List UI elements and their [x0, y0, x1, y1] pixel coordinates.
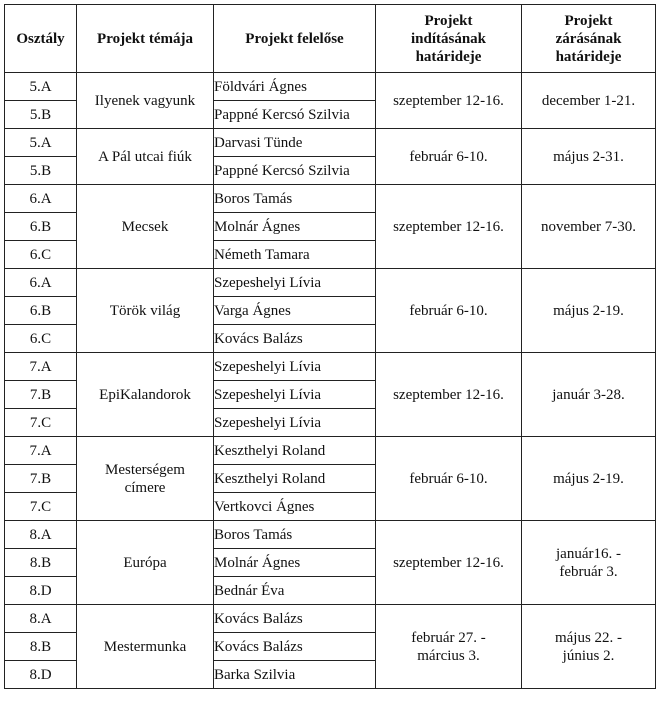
class-cell: 6.C: [5, 325, 77, 353]
end-deadline-line: május 2-19.: [553, 470, 624, 487]
class-cell: 5.A: [5, 73, 77, 101]
header-theme: Projekt témája: [77, 5, 214, 73]
table-body: [5, 73, 656, 689]
responsible-cell: Kovács Balázs: [214, 633, 376, 661]
end-deadline-cell: [522, 605, 656, 689]
end-deadline-line: június 2.: [562, 647, 615, 664]
theme-cell: [77, 605, 214, 689]
responsible-cell: Kovács Balázs: [214, 605, 376, 633]
responsible-cell: Keszthelyi Roland: [214, 465, 376, 493]
theme-line: címere: [124, 479, 166, 496]
theme-cell: [77, 73, 214, 129]
responsible-cell: Molnár Ágnes: [214, 549, 376, 577]
start-deadline-cell: [376, 73, 522, 129]
class-cell: 7.B: [5, 465, 77, 493]
table-row: [5, 521, 656, 549]
start-deadline-line: február 6-10.: [409, 470, 488, 487]
responsible-cell: Bednár Éva: [214, 577, 376, 605]
header-end-deadline: [522, 5, 656, 73]
theme-line: Ilyenek vagyunk: [94, 92, 196, 109]
table-row: [5, 437, 656, 465]
class-cell: 7.C: [5, 409, 77, 437]
class-cell: 7.A: [5, 353, 77, 381]
start-deadline-cell: [376, 437, 522, 521]
class-cell: 8.D: [5, 577, 77, 605]
class-cell: 6.A: [5, 269, 77, 297]
end-deadline-cell: [522, 129, 656, 185]
class-cell: 8.A: [5, 605, 77, 633]
theme-line: Mecsek: [121, 218, 169, 235]
end-deadline-cell: [522, 521, 656, 605]
header-line: Projekt: [424, 12, 473, 29]
header-line: határideje: [555, 48, 622, 65]
start-deadline-line: február 27. -: [411, 629, 486, 646]
end-deadline-line: május 2-31.: [553, 148, 624, 165]
table-header: [5, 5, 656, 73]
theme-line: Európa: [123, 554, 167, 571]
class-cell: 6.B: [5, 213, 77, 241]
header-row: [5, 5, 656, 73]
class-cell: 5.A: [5, 129, 77, 157]
start-deadline-line: szeptember 12-16.: [393, 218, 504, 235]
end-deadline-line: január16. -: [556, 545, 621, 562]
responsible-cell: Szepeshelyi Lívia: [214, 269, 376, 297]
header-class: Osztály: [5, 5, 77, 73]
start-deadline-cell: [376, 269, 522, 353]
start-deadline-cell: [376, 129, 522, 185]
header-line: indításának: [410, 30, 487, 47]
class-cell: 7.A: [5, 437, 77, 465]
responsible-cell: Darvasi Tünde: [214, 129, 376, 157]
responsible-cell: Keszthelyi Roland: [214, 437, 376, 465]
class-cell: 8.A: [5, 521, 77, 549]
responsible-cell: Földvári Ágnes: [214, 73, 376, 101]
start-deadline-line: szeptember 12-16.: [393, 554, 504, 571]
header-start-deadline: [376, 5, 522, 73]
table-row: [5, 73, 656, 101]
end-deadline-line: május 2-19.: [553, 302, 624, 319]
theme-cell: [77, 353, 214, 437]
class-cell: 7.B: [5, 381, 77, 409]
theme-cell: [77, 129, 214, 185]
class-cell: 6.C: [5, 241, 77, 269]
theme-cell: [77, 185, 214, 269]
end-deadline-line: december 1-21.: [541, 92, 636, 109]
class-cell: 6.B: [5, 297, 77, 325]
class-cell: 5.B: [5, 101, 77, 129]
responsible-cell: Vertkovci Ágnes: [214, 493, 376, 521]
start-deadline-line: szeptember 12-16.: [393, 92, 504, 109]
end-deadline-cell: [522, 269, 656, 353]
responsible-cell: Barka Szilvia: [214, 661, 376, 689]
end-deadline-line: február 3.: [559, 563, 618, 580]
start-deadline-cell: [376, 605, 522, 689]
responsible-cell: Molnár Ágnes: [214, 213, 376, 241]
table-row: [5, 353, 656, 381]
class-cell: 6.A: [5, 185, 77, 213]
theme-cell: [77, 269, 214, 353]
header-line: zárásának: [555, 30, 622, 47]
header-responsible: Projekt felelőse: [214, 5, 376, 73]
responsible-cell: Kovács Balázs: [214, 325, 376, 353]
end-deadline-cell: [522, 437, 656, 521]
responsible-cell: Szepeshelyi Lívia: [214, 409, 376, 437]
table-row: [5, 185, 656, 213]
table-row: [5, 605, 656, 633]
end-deadline-cell: [522, 353, 656, 437]
start-deadline-line: február 6-10.: [409, 148, 488, 165]
start-deadline-line: szeptember 12-16.: [393, 386, 504, 403]
class-cell: 7.C: [5, 493, 77, 521]
header-line: határideje: [415, 48, 482, 65]
theme-line: Mestermunka: [103, 638, 187, 655]
start-deadline-line: március 3.: [417, 647, 480, 664]
start-deadline-cell: [376, 353, 522, 437]
project-schedule-table: [4, 4, 656, 689]
table-row: [5, 269, 656, 297]
responsible-cell: Boros Tamás: [214, 185, 376, 213]
responsible-cell: Varga Ágnes: [214, 297, 376, 325]
responsible-cell: Szepeshelyi Lívia: [214, 353, 376, 381]
responsible-cell: Boros Tamás: [214, 521, 376, 549]
responsible-cell: Szepeshelyi Lívia: [214, 381, 376, 409]
table-row: [5, 129, 656, 157]
end-deadline-cell: [522, 73, 656, 129]
responsible-cell: Pappné Kercsó Szilvia: [214, 101, 376, 129]
theme-cell: [77, 521, 214, 605]
table-wrapper: [4, 4, 656, 689]
responsible-cell: Pappné Kercsó Szilvia: [214, 157, 376, 185]
start-deadline-cell: [376, 521, 522, 605]
end-deadline-line: november 7-30.: [541, 218, 636, 235]
class-cell: 8.B: [5, 633, 77, 661]
class-cell: 8.B: [5, 549, 77, 577]
class-cell: 5.B: [5, 157, 77, 185]
header-line: Projekt: [564, 12, 613, 29]
start-deadline-line: február 6-10.: [409, 302, 488, 319]
theme-cell: [77, 437, 214, 521]
end-deadline-cell: [522, 185, 656, 269]
end-deadline-line: május 22. -: [554, 629, 623, 646]
theme-line: Mesterségem: [105, 461, 185, 478]
start-deadline-cell: [376, 185, 522, 269]
theme-line: EpiKalandorok: [99, 386, 191, 403]
end-deadline-line: január 3-28.: [552, 386, 625, 403]
theme-line: A Pál utcai fiúk: [98, 148, 192, 165]
theme-line: Török világ: [109, 302, 181, 319]
class-cell: 8.D: [5, 661, 77, 689]
responsible-cell: Németh Tamara: [214, 241, 376, 269]
